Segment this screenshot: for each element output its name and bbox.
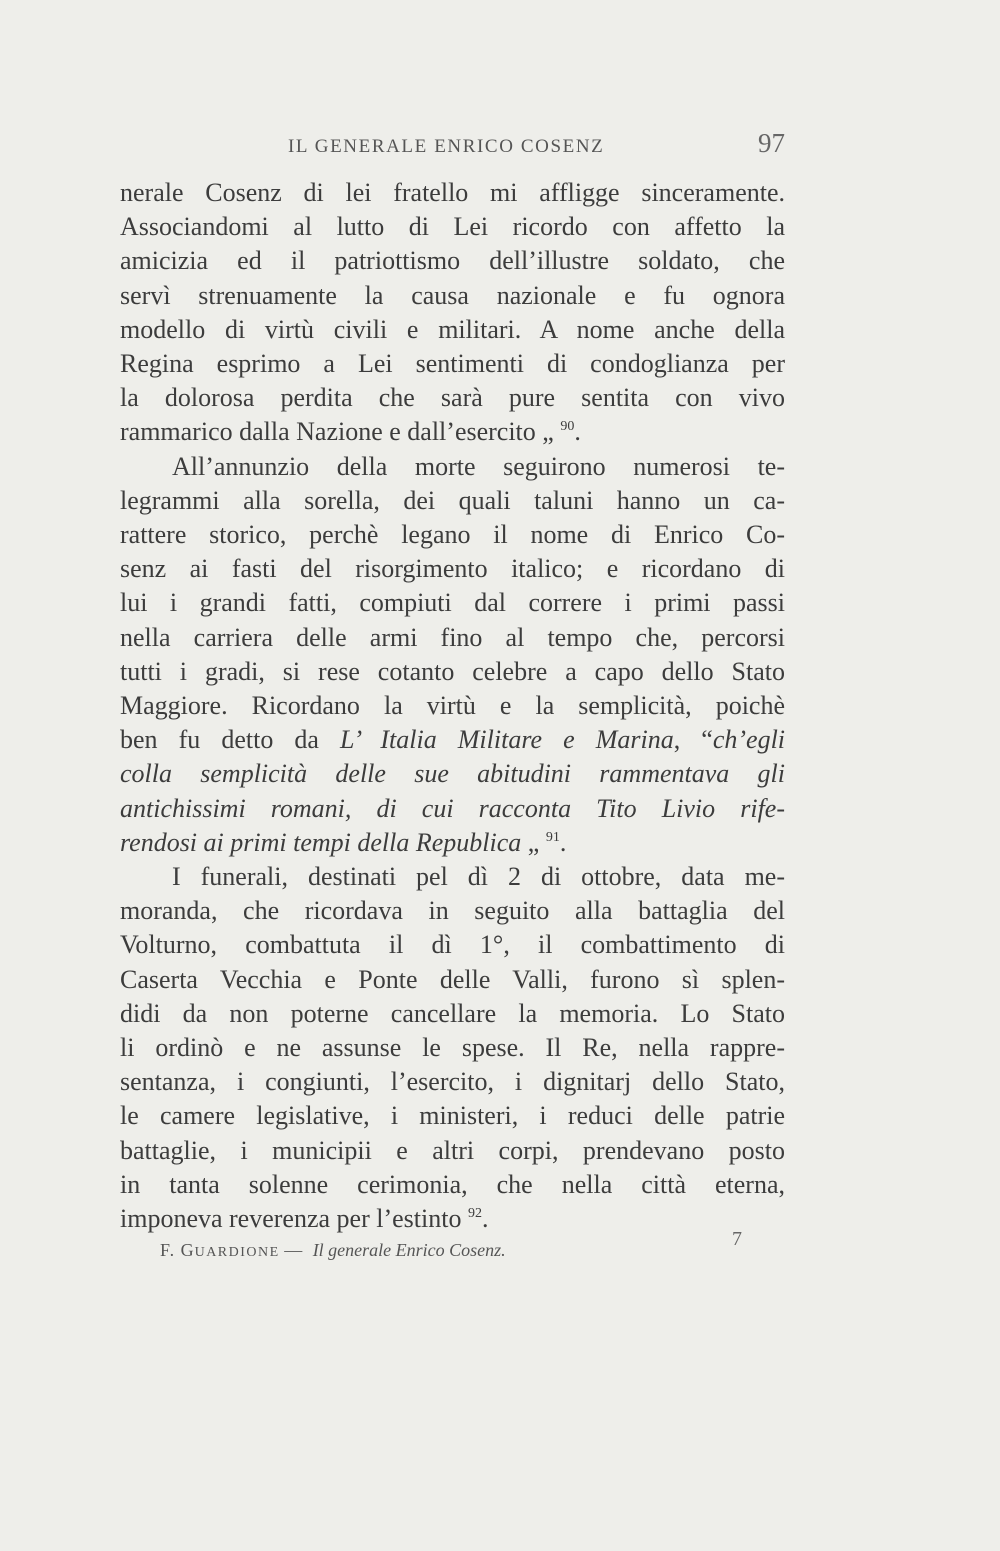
footnote-ref-90: 90 [560,419,575,435]
text-line: nella carriera delle armi fino al tempo che, percorsi [120,622,785,652]
line-text: imponeva reverenza per l’estinto [120,1204,462,1234]
book-title: Il generale Enrico Cosenz. [312,1240,506,1260]
signature-mark: 7 [732,1228,742,1250]
text-line: moranda, che ricordava in seguito alla battaglia del [120,896,785,926]
text-line [120,826,785,860]
text-line: All’annunzio della morte seguirono numerosi te- [172,451,785,481]
close-quote: „ [527,827,540,857]
signature-line [160,1240,740,1261]
italic-title: L’ Italia Militare e Marina [340,725,674,755]
text-line: battaglie, i municipii e altri corpi, prendevano posto [120,1135,785,1165]
line-text: ben fu detto da [120,725,319,755]
line-text: , “ [673,725,713,755]
line-text: rammarico dalla Nazione e dall’esercito „ [120,417,554,447]
text-line: rattere storico, perchè legano il nome di Enrico Co- [120,520,785,550]
text-line: Associandomi al lutto di Lei ricordo con affetto la [120,212,785,242]
text-line: Volturno, combattuta il dì 1°, il combattimento di [120,930,785,960]
text-line: lui i grandi fatti, compiuti dal correre i primi passi [120,588,785,618]
text-line: Caserta Vecchia e Ponte delle Valli, furono sì splen- [120,964,785,994]
page-number: 97 [758,128,785,158]
footnote-ref-91: 91 [545,829,560,845]
text-line: in tanta solenne cerimonia, che nella città eterna, [120,1169,785,1199]
text-line [120,1202,785,1236]
line-end: . [481,1204,489,1234]
text-line: modello di virtù civili e militari. A nome anche della [120,314,785,344]
text-line: li ordinò e ne assunse le spese. Il Re, nella rappre- [120,1033,785,1063]
footer-dash: — [279,1240,307,1260]
footnote-ref-92: 92 [467,1206,482,1222]
text-line: didi da non poterne cancellare la memoria. Lo Stato [120,998,785,1028]
author-name: UARDIONE [194,1245,280,1260]
text-line: Regina esprimo a Lei sentimenti di condoglianza per [120,349,785,379]
author-initial: F. G [160,1240,195,1260]
running-title: IL GENERALE ENRICO COSENZ [288,136,605,157]
italic-quote: rendosi ai primi tempi della Republica [120,827,522,857]
text-line: nerale Cosenz di lei fratello mi affligge sinceramente. [120,178,785,207]
text-line: Maggiore. Ricordano la virtù e la semplicità, poichè [120,691,785,721]
line-end: . [574,417,581,447]
line-end: . [559,827,567,857]
text-line: senz ai fasti del risorgimento italico; e ricordano di [120,554,785,584]
text-line: sentanza, i congiunti, l’esercito, i dignitarj dello Stato, [120,1067,785,1097]
text-line: le camere legislative, i ministeri, i reduci delle patrie [120,1101,785,1131]
text-line: I funerali, destinati pel dì 2 di ottobre, data me- [172,862,785,892]
text-line [120,415,785,449]
body-text [120,176,785,1236]
text-line: legrammi alla sorella, dei quali taluni hanno un ca- [120,485,785,515]
text-line: la dolorosa perdita che sarà pure sentita con vivo [120,383,785,413]
text-line: antichissimi romani, di cui racconta Tito Livio rife- [120,793,785,823]
text-line: servì strenuamente la causa nazionale e fu ognora [120,280,785,310]
text-line: amicizia ed il patriottismo dell’illustre soldato, che [120,246,785,276]
text-line: colla semplicità delle sue abitudini rammentava gli [120,759,785,789]
text-line: tutti i gradi, si rese cotanto celebre a capo dello Stato [120,656,785,686]
text-line [120,723,785,757]
running-head [120,128,785,168]
italic-quote: ch’egli [712,725,786,755]
